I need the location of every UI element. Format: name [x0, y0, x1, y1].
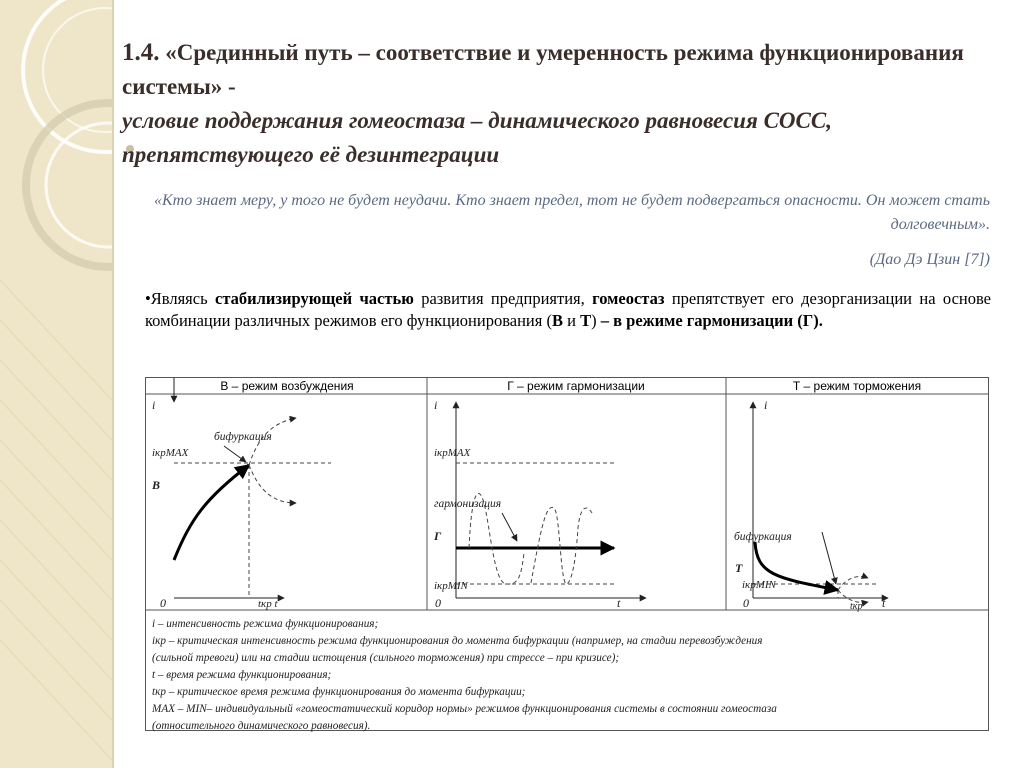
panel-v-bifurcation-arrow	[224, 446, 246, 462]
note-line: iкр – критическая интенсивность режима функционирования до момента бифуркации (например, на стадии перевозбуждения	[152, 635, 763, 647]
panel-v-branch-down	[249, 465, 296, 503]
note-line: MAX – MIN– индивидуальный «гомеостатический коридор нормы» режимов функционирования системы в состоянии гомеостаза	[152, 703, 777, 715]
panel-g-curve-label: Г	[434, 529, 442, 543]
panel-v-curve-label: В	[152, 478, 161, 492]
panel-t-origin-label: 0	[743, 596, 749, 610]
note-line: i – интенсивность режима функционирования;	[152, 618, 379, 630]
decorative-sidebar	[0, 0, 112, 768]
body-text-5: )	[591, 311, 601, 330]
panel-excitation	[151, 378, 331, 610]
note-line: tкр – критическое время режима функционирования до момента бифуркации;	[152, 686, 526, 698]
body-text-2: развития предприятия,	[413, 289, 593, 308]
epigraph-source: (Дао Дэ Цзин [7])	[869, 251, 990, 268]
header-excitation: В – режим возбуждения	[220, 379, 354, 393]
panel-v-main-curve	[174, 465, 249, 560]
panel-g-oscillation-2	[531, 507, 592, 584]
panel-harmonization	[433, 398, 646, 610]
panel-v-origin-label: 0	[160, 596, 166, 610]
epigraph-quote: «Кто знает меру, у того не будет неудачи. Кто знает предел, тот не будет подвергаться опасности. Он может стать долговечным».	[154, 192, 990, 233]
panel-t-branch-up	[838, 577, 868, 591]
body-text-1: •Являясь	[145, 289, 215, 308]
decorative-circles	[0, 0, 112, 768]
legend-notes	[152, 616, 984, 735]
body-bold-1: стабилизирующей частью	[215, 289, 414, 308]
note-line: t – время режима функционирования;	[152, 669, 332, 681]
panel-t-curve-label: Т	[735, 561, 743, 575]
sidebar-divider	[112, 0, 114, 768]
title-number: 1.4.	[122, 39, 160, 66]
note-line: (относительного динамического равновесия).	[152, 720, 371, 732]
body-bold-4: Т	[580, 311, 592, 330]
modes-table	[145, 377, 989, 731]
body-text-3: препятствует его дезорганизации на основе комбинации различных режимов его функционирования (	[145, 289, 991, 330]
panel-g-t-label: t	[617, 596, 621, 610]
body-text-4: и	[563, 311, 581, 330]
body-bold-2: гомеостаз	[592, 289, 665, 308]
panel-inhibition	[734, 398, 888, 612]
panel-t-bifurcation-arrow	[822, 532, 836, 584]
body-bold-3: В	[551, 311, 563, 330]
panel-v-max-label: iкрMAX	[152, 447, 189, 459]
panel-t-bifurcation-label: бифуркация	[734, 531, 792, 543]
panel-v-i-label: i	[152, 398, 156, 412]
header-inhibition: Т – режим торможения	[792, 379, 922, 393]
panel-g-max-label: iкрMAX	[434, 447, 471, 459]
panel-t-tcr-label: tкр	[850, 601, 863, 612]
panel-g-min-label: iкрMIN	[434, 580, 468, 592]
panel-t-i-label: i	[764, 398, 768, 412]
panel-g-i-label: i	[434, 398, 438, 412]
panel-g-origin-label: 0	[435, 596, 441, 610]
panel-v-bifurcation-label: бифуркация	[214, 431, 272, 443]
panel-t-t-label: t	[882, 596, 886, 610]
body-paragraph	[145, 288, 991, 332]
panel-g-harmonization-arrow	[502, 513, 517, 541]
header-harmonization: Г – режим гармонизации	[507, 379, 645, 393]
body-bold-5: – в режиме гармонизации (Г).	[600, 311, 823, 330]
slide-title	[122, 36, 1002, 172]
panel-v-tcr-label: tкр t	[258, 598, 278, 610]
title-subtitle: условие поддержания гомеостаза – динамического равновесия СОСС, препятствующего её дезинтеграции	[122, 108, 832, 167]
title-main: «Срединный путь – соответствие и умеренность режима функционирования системы» -	[122, 40, 964, 99]
panel-t-min-label: iкрMIN	[742, 579, 776, 591]
note-line: (сильной тревоги) или на стадии истощения (сильного торможения) при стрессе – при кризисе);	[152, 652, 620, 664]
panel-g-harmonization-label: гармонизация	[434, 498, 502, 510]
